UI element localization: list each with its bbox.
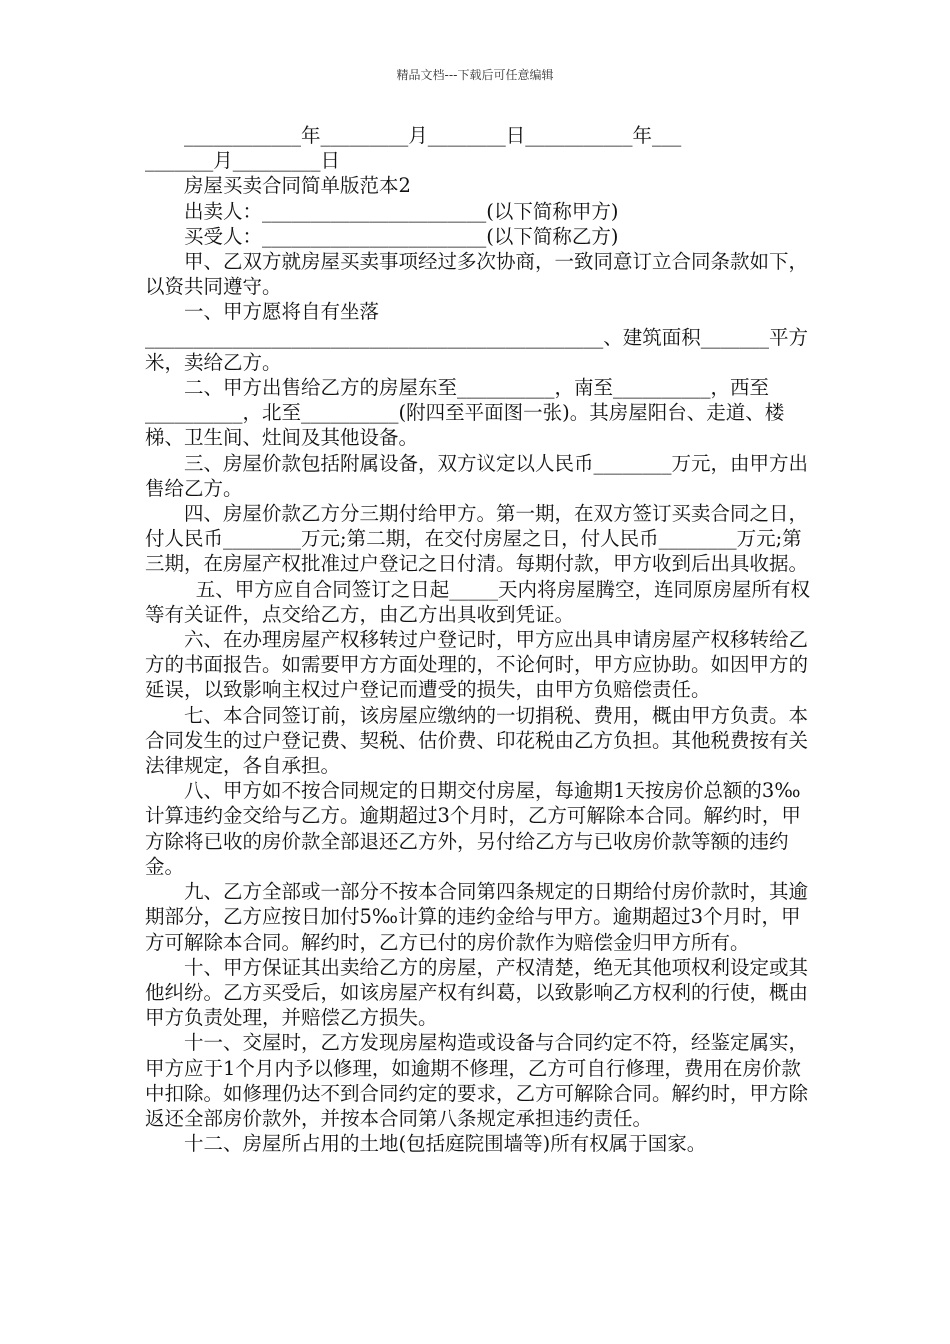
clause-2: 二、甲方出售给乙方的房屋东至__________，南至__________，西至__________，北至__________(附四至平面图一张)。其房屋阳台、走道、楼梯、卫生间、灶间及其他设备。: [145, 376, 785, 450]
document-body: [145, 123, 815, 1156]
clause-8: 八、甲方如不按合同规定的日期交付房屋，每逾期1天按房价总额的3‰计算违约金交给与乙方。逾期超过3个月时，乙方可解除本合同。解约时，甲方除将已收的房价款全部退还乙方外，另付给乙方与已收房价款等额的违约金。: [145, 779, 801, 878]
clause-6: 六、在办理房屋产权移转过户登记时，甲方应出具申请房屋产权移转给乙方的书面报告。如需要甲方方面处理的，不论何时，甲方应协助。如因甲方的延误，以致影响主权过户登记而遭受的损失，由甲方负赔偿责任。: [145, 628, 809, 702]
clause-10: 十、甲方保证其出卖给乙方的房屋，产权清楚，绝无其他项权利设定或其他纠纷。乙方买受后，如该房屋产权有纠葛，以致影响乙方权利的行使，概由甲方负责处理，并赔偿乙方损失。: [145, 955, 809, 1030]
clause-1: 一、甲方愿将自有坐落_______________________________________________、建筑面积_______平方米，卖给乙方。: [145, 300, 809, 374]
intro-paragraph: 甲、乙双方就房屋买卖事项经过多次协商，一致同意订立合同条款如下，以资共同遵守。: [145, 250, 809, 299]
clause-7: 七、本合同签订前，该房屋应缴纳的一切捐税、费用，概由甲方负责。本合同发生的过户登记费、契税、估价费、印花税由乙方负担。其他税费按有关法律规定，各自承担。: [145, 703, 809, 778]
clause-9: 九、乙方全部或一部分不按本合同第四条规定的日期给付房价款时，其逾期部分，乙方应按日加付5‰计算的违约金给与甲方。逾期超过3个月时，甲方可解除本合同。解约时，乙方已付的房价款作为赔偿金归甲方所有。: [145, 880, 809, 954]
date-line-2: _______月_________日: [145, 149, 341, 173]
document-title: 房屋买卖合同简单版范本2: [184, 174, 411, 198]
clause-12: 十二、房屋所占用的土地(包括庭院围墙等)所有权属于国家。: [184, 1132, 707, 1156]
date-line-1: ____________年_________月________日___________年___: [184, 124, 682, 147]
page-header: 精品文档---下载后可任意编辑: [396, 68, 554, 82]
clause-3: 三、房屋价款包括附属设备，双方议定以人民币________万元，由甲方出售给乙方。: [145, 451, 809, 500]
buyer-line: 买受人：_______________________(以下简称乙方): [184, 224, 619, 248]
seller-line: 出卖人：_______________________(以下简称甲方): [184, 199, 619, 223]
clause-11: 十一、交屋时，乙方发现房屋构造或设备与合同约定不符，经鉴定属实，甲方应于1个月内予以修理，如逾期不修理，乙方可自行修理，费用在房价款中扣除。如修理仍达不到合同约定的要求，乙方可解除合同。解约时，甲方除返还全部房价款外，并按本合同第八条规定承担违约责任。: [145, 1031, 809, 1130]
clause-4: 四、房屋价款乙方分三期付给甲方。第一期，在双方签订买卖合同之日，付人民币________万元;第二期，在交付房屋之日，付人民币________万元;第三期，在房屋产权批准过户登记之日付清。每期付款，甲方收到后出具收据。: [145, 502, 809, 576]
clause-5: 五、甲方应自合同签订之日起_____天内将房屋腾空，连同原房屋所有权等有关证件，点交给乙方，由乙方出具收到凭证。: [145, 577, 810, 626]
